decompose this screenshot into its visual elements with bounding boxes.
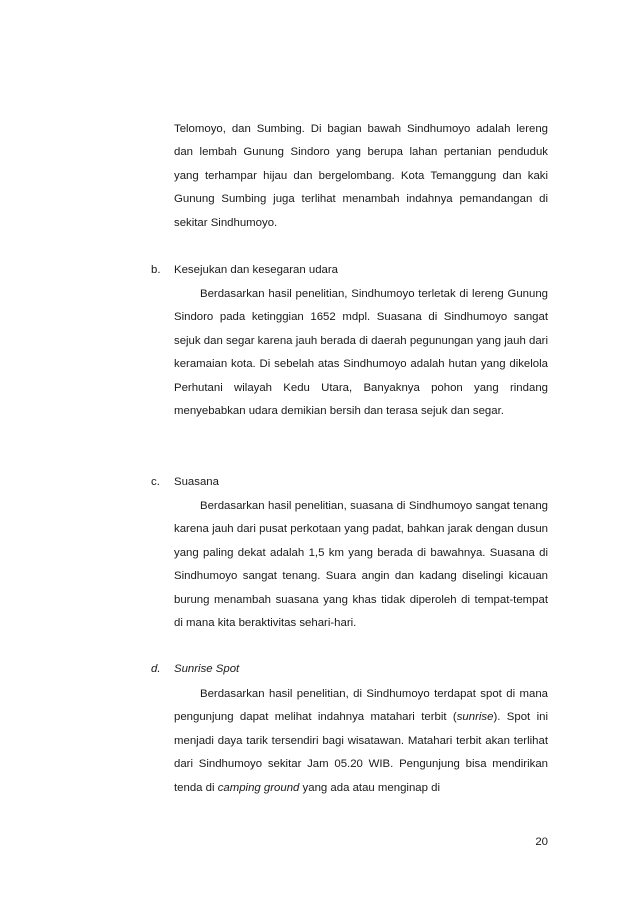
section-c-body: Berdasarkan hasil penelitian, suasana di Sindhumoyo sangat tenang karena jauh dari pusat perkotaan yang padat, bahkan jarak dengan dusun yang paling dekat adalah 1,5 km yang berada di bawahnya. Suasana di Sindhumoyo sangat tenang. Suara angin dan kadang diselingi kicauan burung menambah suasana yang khas tidak diperoleh di tempat-tempat di mana kita beraktivitas sehari-hari. xyxy=(174,500,548,630)
section-d-body-part3: yang ada atau menginap di xyxy=(299,781,440,794)
section-b-body: Berdasarkan hasil penelitian, Sindhumoyo terletak di lereng Gunung Sindoro pada ketinggian 1652 mdpl. Suasana di Sindhumoyo sangat sejuk dan segar karena jauh berada di daerah pegunungan yang jauh dari keramaian kota. Di sebelah atas Sindhumoyo adalah hutan yang dikelola Perhutani wilayah Kedu Utara, Banyaknya pohon yang rindang menyebabkan udara demikian bersih dan terasa sejuk dan segar. xyxy=(174,288,548,418)
section-d-body-part2: ). Spot ini menjadi daya tarik tersendiri bagi wisatawan. Matahari terbit akan terlihat dari Sindhumoyo sekitar Jam 05.20 WIB. Pengunjung bisa mendirikan tenda di xyxy=(174,711,548,794)
section-d-title: Sunrise Spot xyxy=(174,663,240,675)
section-c-marker: c. xyxy=(151,476,160,488)
section-c-title: Suasana xyxy=(174,476,219,488)
section-b-title: Kesejukan dan kesegaran udara xyxy=(174,264,339,276)
section-d-body xyxy=(174,683,548,800)
intro-paragraph: Telomoyo, dan Sumbing. Di bagian bawah Sindhumoyo adalah lereng dan lembah Gunung Sindoro yang berupa lahan pertanian penduduk yang terhampar hijau dan bergelombang. Kota Temanggung dan kaki Gunung Sumbing juga terlihat menambah indahnya pemandangan di sekitar Sindhumoyo. xyxy=(174,123,548,229)
section-d-body-part1: Berdasarkan hasil penelitian, di Sindhumoyo terdapat spot di mana pengunjung dapat melihat indahnya matahari terbit ( xyxy=(174,688,548,724)
section-c-heading xyxy=(151,474,219,490)
section-d-heading xyxy=(151,661,239,677)
section-b-heading xyxy=(151,262,338,278)
page-number: 20 xyxy=(535,836,548,848)
section-d-sunrise: sunrise xyxy=(456,711,494,724)
section-d-camping-ground: camping ground xyxy=(217,781,300,794)
section-b-marker: b. xyxy=(151,264,161,276)
section-d-marker: d. xyxy=(151,663,161,675)
